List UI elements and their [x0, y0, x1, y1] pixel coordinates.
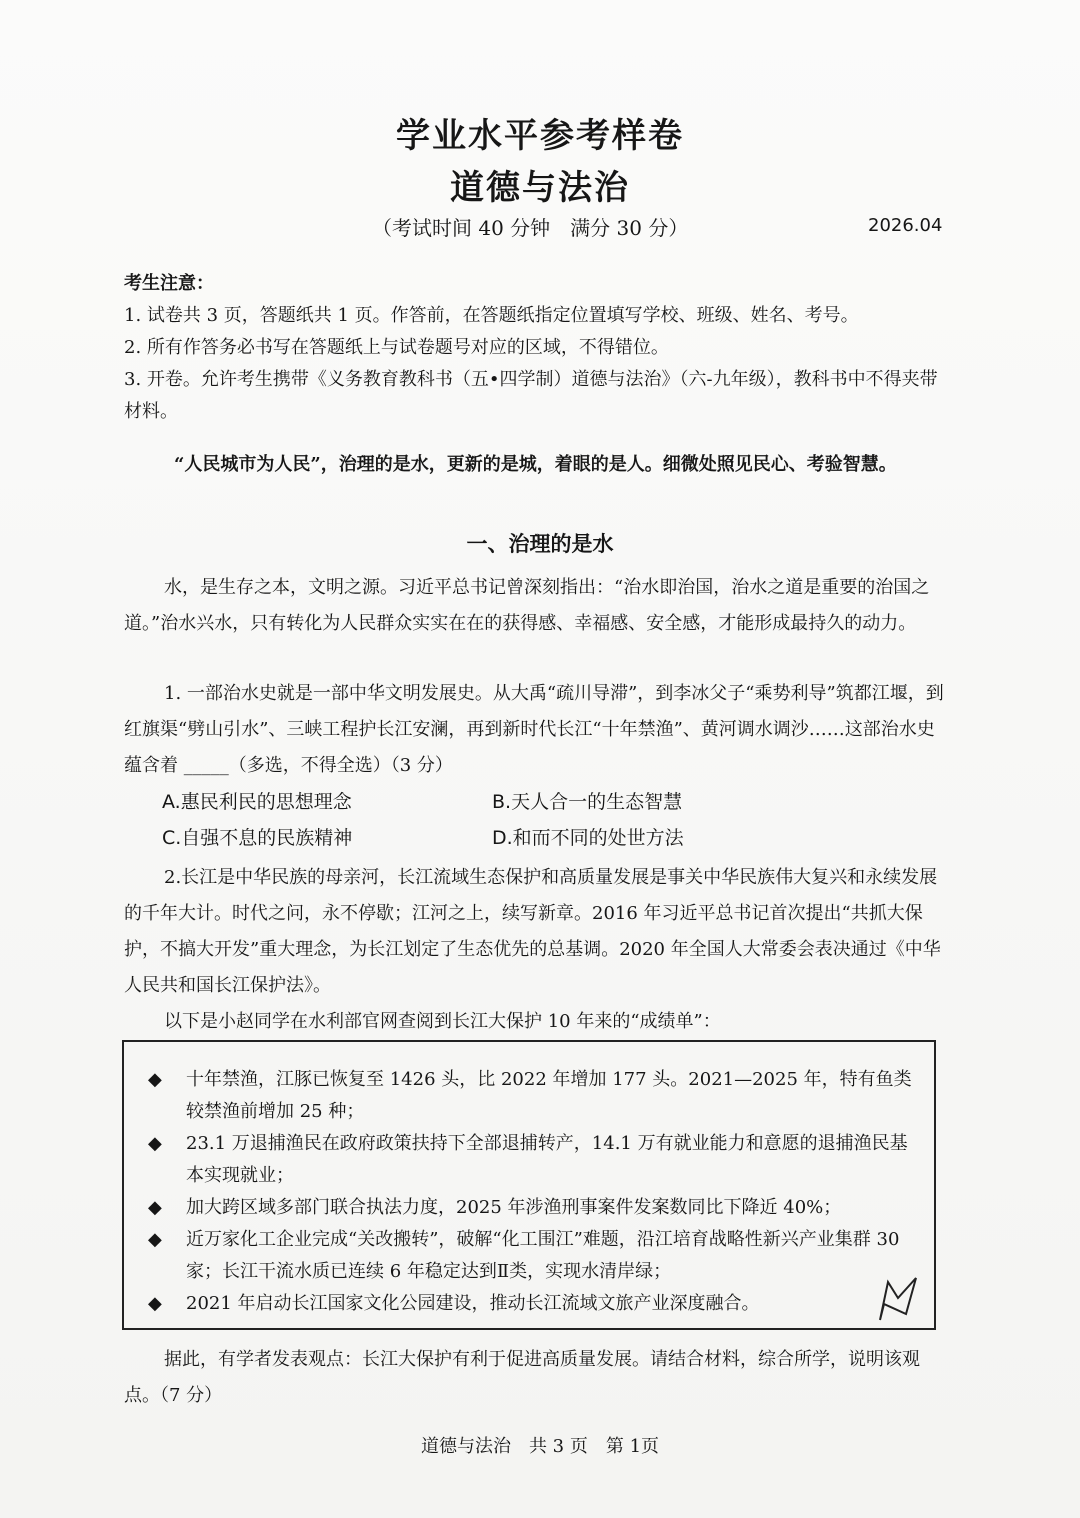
results-intro: 以下是小赵同学在水利部官网查阅到长江大保护 10 年来的“成绩单”：	[164, 1011, 721, 1032]
question-1-stem: 1. 一部治水史就是一部中华文明发展史。从大禹“疏川导滞”，到李冰父子“乘势利导”筑都江堰，到红旗渠“劈山引水”、三峡工程护长江安澜，再到新时代长江“十年禁渔”、黄河调水调沙……这部治水史蕴含着 _____（多选，不得全选）（3 分）	[124, 683, 944, 776]
diamond-bullet-icon: ◆	[148, 1133, 162, 1154]
list-item	[144, 1064, 920, 1128]
subject-title: 道德与法治	[450, 168, 630, 208]
option-a: A.惠民利民的思想理念	[162, 791, 352, 813]
diamond-bullet-icon: ◆	[148, 1293, 162, 1314]
intro-statement	[124, 445, 944, 485]
candidate-notice	[124, 268, 954, 428]
page-curl-icon	[876, 1274, 920, 1326]
results-list	[124, 1042, 934, 1320]
option-d: D.和而不同的处世方法	[492, 827, 684, 849]
intro-text: “人民城市为人民”，治理的是水，更新的是城，着眼的是人。细微处照见民心、考验智慧。	[174, 454, 897, 475]
exam-time-score: （考试时间 40 分钟 满分 30 分）	[372, 216, 689, 240]
notice-heading: 考生注意：	[124, 273, 214, 294]
list-item	[144, 1288, 920, 1320]
exam-title: 学业水平参考样卷	[396, 116, 684, 156]
notice-item: 3. 开卷。允许考生携带《义务教育教科书（五•四学制）道德与法治》（六-九年级），教科书中不得夹带材料。	[124, 369, 938, 422]
list-item	[144, 1128, 920, 1192]
diamond-bullet-icon: ◆	[148, 1229, 162, 1250]
exam-date: 2026.04	[868, 215, 943, 236]
notice-item: 2. 所有作答务必书写在答题纸上与试卷题号对应的区域，不得错位。	[124, 337, 669, 358]
list-item-text: 加大跨区域多部门联合执法力度，2025 年涉渔刑事案件发案数同比下降近 40%；	[186, 1197, 842, 1218]
list-item-text: 2021 年启动长江国家文化公园建设，推动长江流域文旅产业深度融合。	[186, 1293, 760, 1314]
question-2-ask: 据此，有学者发表观点：长江大保护有利于促进高质量发展。请结合材料，综合所学，说明该观点。（7 分）	[124, 1349, 920, 1406]
question-1-options	[162, 786, 862, 854]
section-heading: 一、治理的是水	[466, 532, 614, 556]
list-item-text: 23.1 万退捕渔民在政府政策扶持下全部退捕转产，14.1 万有就业能力和意愿的退捕渔民基本实现就业；	[186, 1133, 908, 1186]
diamond-bullet-icon: ◆	[148, 1197, 162, 1218]
diamond-bullet-icon: ◆	[148, 1069, 162, 1090]
notice-item: 1. 试卷共 3 页，答题纸共 1 页。作答前，在答题纸指定位置填写学校、班级、姓名、考号。	[124, 305, 859, 326]
option-b: B.天人合一的生态智慧	[492, 791, 683, 813]
question-2-stem: 2.长江是中华民族的母亲河，长江流域生态保护和高质量发展是事关中华民族伟大复兴和永续发展的千年大计。时代之问，永不停歇；江河之上，续写新章。2016 年习近平总书记首次提出“共抓大保护，不搞大开发”重大理念，为长江划定了生态优先的总基调。2020 年全国人大常委会表决通过《中华人民共和国长江保护法》。	[124, 867, 941, 996]
list-item-text: 近万家化工企业完成“关改搬转”，破解“化工围江”难题，沿江培育战略性新兴产业集群 30 家；长江干流水质已连续 6 年稳定达到Ⅱ类，实现水清岸绿；	[186, 1229, 900, 1282]
option-c: C.自强不息的民族精神	[162, 827, 353, 849]
list-item	[144, 1192, 920, 1224]
page-footer: 道德与法治 共 3 页 第 1页	[420, 1436, 660, 1457]
results-box	[122, 1040, 936, 1330]
list-item-text: 十年禁渔，江豚已恢复至 1426 头，比 2022 年增加 177 头。2021—2025 年，特有鱼类较禁渔前增加 25 种；	[186, 1069, 912, 1122]
list-item	[144, 1224, 920, 1288]
section-paragraph: 水，是生存之本，文明之源。习近平总书记曾深刻指出：“治水即治国，治水之道是重要的治国之道。”治水兴水，只有转化为人民群众实实在在的获得感、幸福感、安全感，才能形成最持久的动力。	[124, 577, 930, 634]
